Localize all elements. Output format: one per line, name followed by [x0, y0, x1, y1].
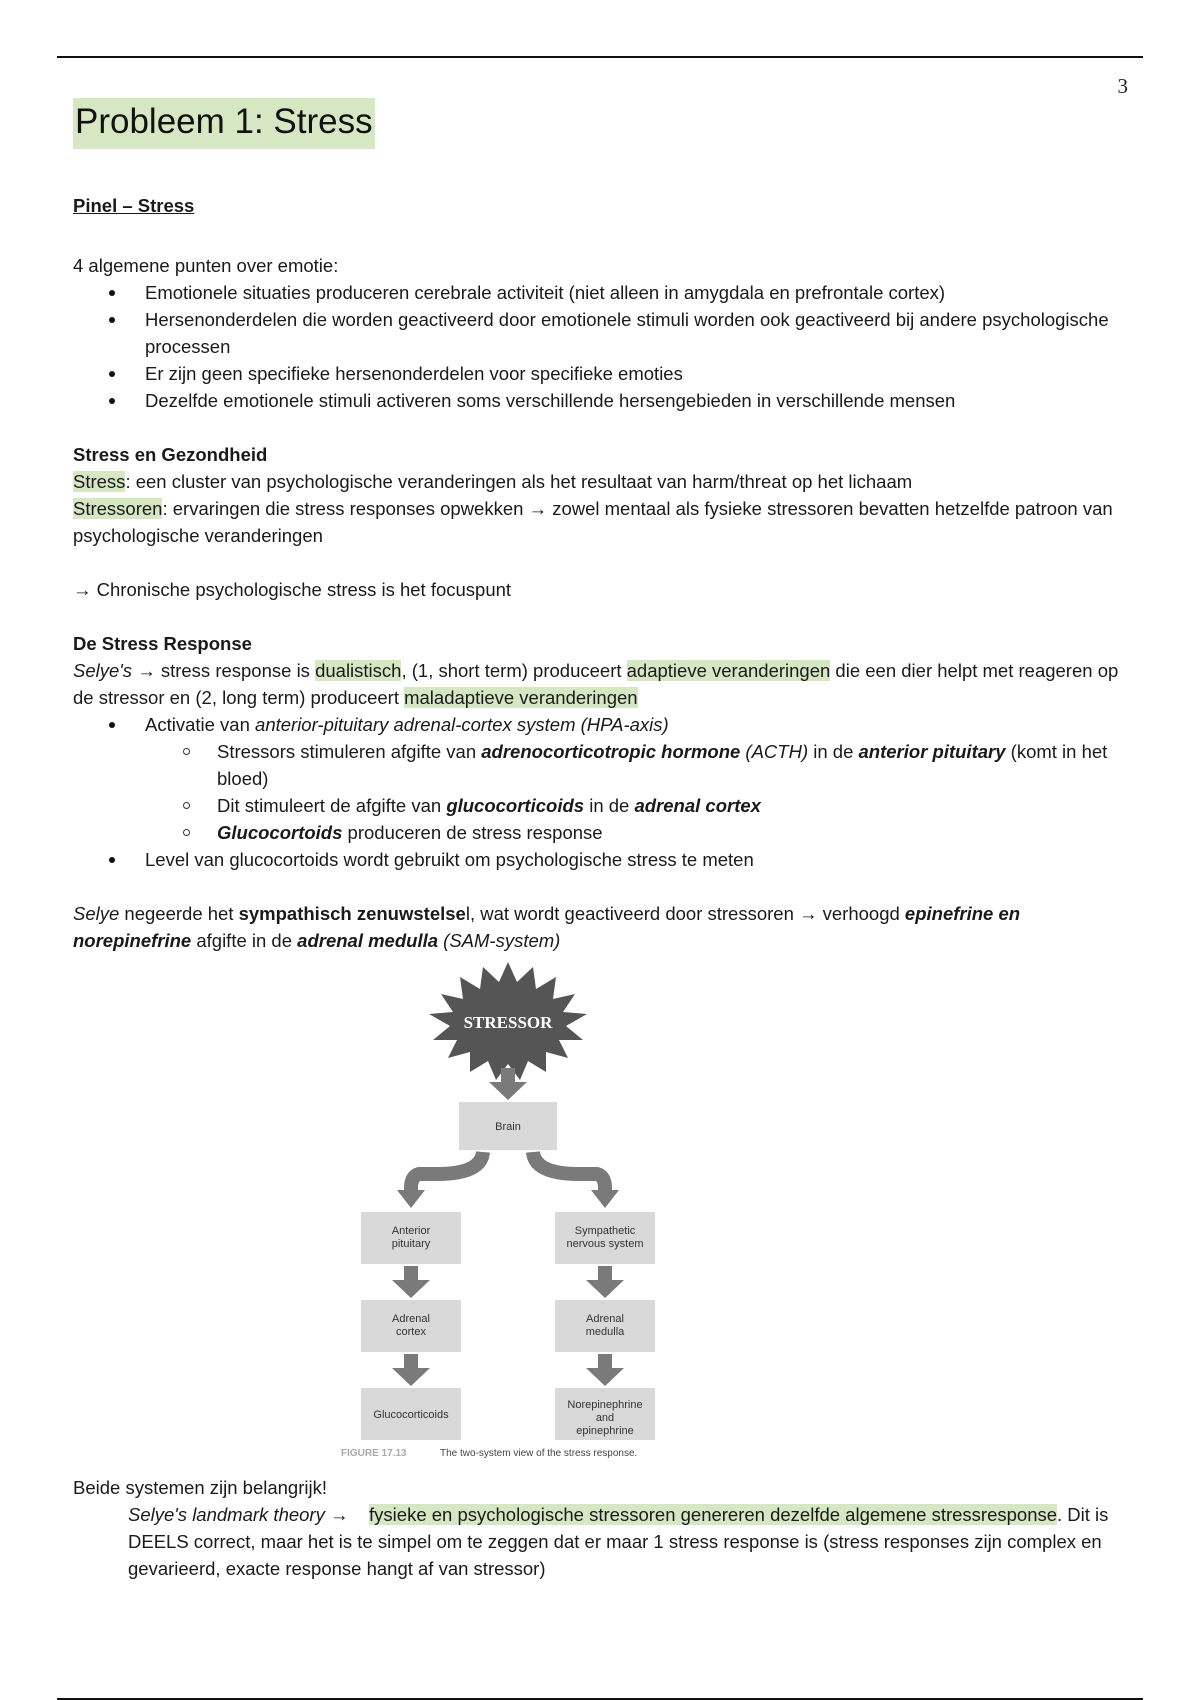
- text-span: anterior-pituitary adrenal-cortex system (HPA-axis): [255, 714, 669, 735]
- highlight-dualistisch: dualistisch: [315, 660, 402, 681]
- list-item: Er zijn geen specifieke hersenonderdelen voor specifieke emoties: [145, 360, 1133, 387]
- text-span: anterior pituitary: [858, 741, 1006, 762]
- landmark-theory-paragraph: [73, 1501, 1133, 1582]
- text-span: in de: [808, 741, 859, 762]
- curved-arrow-right-icon: [533, 1152, 605, 1194]
- sympathetic-label-1: Sympathetic: [574, 1225, 636, 1237]
- adrenal-cortex-label-2: cortex: [396, 1326, 426, 1338]
- text-span: . Dit is DEELS correct, maar het is te simpel om te zeggen dat er maar 1 stress response is (stress responses zijn complex en gevarieerd, exacte response hangt af van stressor): [128, 1504, 1109, 1579]
- adrenal-medulla-label-2: medulla: [585, 1326, 625, 1338]
- text-span: glucocorticoids: [446, 795, 585, 816]
- selye-sympathetic-paragraph: [73, 900, 1133, 954]
- text-span: (ACTH): [740, 741, 809, 762]
- glucocorticoids-label: Glucocorticoids: [373, 1409, 449, 1421]
- term-stress: Stress: [73, 471, 126, 492]
- focus-note: → Chronische psychologische stress is het focuspunt: [73, 579, 512, 600]
- both-systems-intro: Beide systemen zijn belangrijk!: [73, 1477, 327, 1498]
- figure-caption-text: The two-system view of the stress response.: [440, 1448, 638, 1459]
- top-rule: [57, 56, 1143, 58]
- document-body: [73, 98, 1133, 1582]
- text-span: adrenal cortex: [634, 795, 761, 816]
- stressors-definition-text: : ervaringen die stress responses opwekken → zowel mentaal als fysieke stressoren bevatten hetzelfde patroon van psychologische veranderingen: [73, 498, 1113, 546]
- adrenal-cortex-label-1: Adrenal: [392, 1313, 430, 1325]
- list-item: Emotionele situaties produceren cerebrale activiteit (niet alleen in amygdala en prefrontale cortex): [145, 279, 1133, 306]
- anterior-pituitary-label-1: Anterior: [391, 1225, 431, 1237]
- arrow-icon: [392, 1266, 430, 1298]
- text-span: →: [324, 1504, 354, 1525]
- list-item: [217, 792, 1133, 819]
- list-item: [217, 819, 1133, 846]
- arrow-icon: [397, 1190, 425, 1208]
- text-span: in de: [584, 795, 635, 816]
- highlight-adaptieve: adaptieve veranderingen: [626, 660, 831, 681]
- section-heading-pinel: Pinel – Stress: [73, 195, 195, 216]
- list-item: Level van glucocortoids wordt gebruikt om psychologische stress te meten: [145, 846, 1133, 873]
- text-span: Activatie van: [145, 714, 256, 735]
- curved-arrow-left-icon: [411, 1152, 483, 1194]
- section-heading-response: De Stress Response: [73, 633, 252, 654]
- figure-caption-label: FIGURE 17.13: [341, 1448, 407, 1459]
- text-span: afgifte in de: [191, 930, 298, 951]
- highlight-landmark: fysieke en psychologische stressoren genereren dezelfde algemene stressresponse: [369, 1504, 1058, 1525]
- stress-definition-text: : een cluster van psychologische veranderingen als het resultaat van harm/threat op het lichaam: [125, 471, 913, 492]
- text-span: negeerde het: [119, 903, 239, 924]
- page-number: 3: [1117, 74, 1128, 98]
- text-span: Stressors stimuleren afgifte van: [217, 741, 482, 762]
- text-span: adrenal medulla: [297, 930, 439, 951]
- arrow-icon: [591, 1190, 619, 1208]
- anterior-pituitary-label-2: pituitary: [391, 1238, 431, 1250]
- text-span: → stress response is: [132, 660, 316, 681]
- response-sublist: [145, 738, 1133, 846]
- stress-definition: [73, 468, 1133, 495]
- text-span: (SAM-system): [438, 930, 561, 951]
- norepinephrine-label-2: and: [595, 1412, 615, 1424]
- highlight-maladaptieve: maladaptieve veranderingen: [404, 687, 638, 708]
- text-span: (komt in het bloed): [217, 741, 1108, 789]
- list-item: [145, 711, 1133, 846]
- text-span: Dit stimuleert de afgifte van: [217, 795, 447, 816]
- text-span: die een dier helpt met reageren op de stressor en (2, long term) produceert: [73, 660, 1119, 708]
- list-item: Hersenonderdelen die worden geactiveerd door emotionele stimuli worden ook geactiveerd bij andere psychologische processen: [145, 306, 1133, 360]
- stress-response-figure: [73, 962, 1133, 1462]
- text-span: , (1, short term) produceert: [401, 660, 627, 681]
- arrow-icon: [586, 1354, 624, 1386]
- selye-paragraph: [73, 657, 1133, 711]
- arrow-icon: [586, 1266, 624, 1298]
- text-span: l, wat wordt geactiveerd door stressoren → verhoogd: [465, 903, 905, 924]
- stress-response-diagram: [73, 962, 1133, 1462]
- list-item: Dezelfde emotionele stimuli activeren soms verschillende hersengebieden in verschillende mensen: [145, 387, 1133, 414]
- emotion-points-list: [73, 279, 1133, 414]
- text-span: adrenocorticotropic hormone: [481, 741, 741, 762]
- arrow-icon: [392, 1354, 430, 1386]
- text-span: Glucocortoids: [217, 822, 343, 843]
- section-heading-health: Stress en Gezondheid: [73, 444, 268, 465]
- selye-name: Selye's: [73, 660, 133, 681]
- stressor-label: STRESSOR: [463, 1013, 553, 1032]
- emotion-intro: 4 algemene punten over emotie:: [73, 255, 339, 276]
- response-list: [73, 711, 1133, 873]
- adrenal-medulla-label-1: Adrenal: [586, 1313, 624, 1325]
- norepinephrine-label-3: epinephrine: [576, 1425, 634, 1437]
- text-span: Selye's landmark theory: [128, 1504, 325, 1525]
- stressors-definition: [73, 495, 1133, 549]
- page-title: Probleem 1: Stress: [73, 98, 375, 149]
- norepinephrine-label-1: Norepinephrine: [567, 1399, 643, 1411]
- brain-label: Brain: [495, 1121, 521, 1133]
- sympathetic-label-2: nervous system: [566, 1238, 644, 1250]
- list-item: [217, 738, 1133, 792]
- text-span: sympathisch zenuwstelse: [238, 903, 466, 924]
- text-span: epinefrine en norepinefrine: [73, 903, 1021, 951]
- term-stressors: Stressoren: [73, 498, 163, 519]
- text-span: Selye: [73, 903, 120, 924]
- text-span: produceren de stress response: [342, 822, 603, 843]
